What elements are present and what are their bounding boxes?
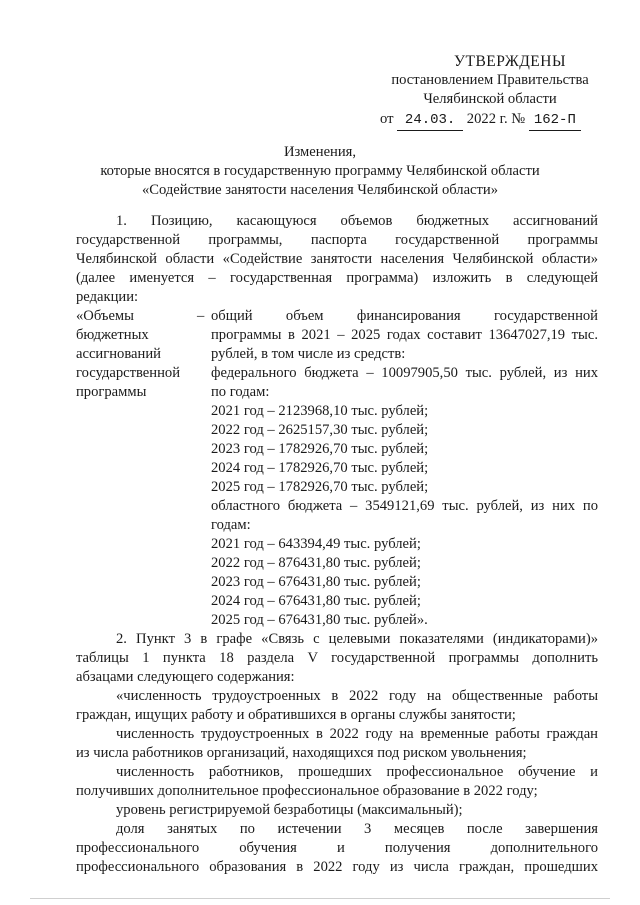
item2-line-2: таблицы 1 пункта 18 раздела V государственной программы дополнить [76,650,598,666]
approval-date-row [380,110,600,131]
approval-block [380,52,600,131]
regional-year-line: 2024 год – 676431,80 тыс. рублей; [211,593,421,609]
table-dash: – [197,308,205,324]
addition-line: доля занятых по истечении 3 месяцев после завершения [116,821,598,837]
regional-year-line: 2025 год – 676431,80 тыс. рублей». [211,612,428,628]
addition-line: из числа работников организаций, находящихся под риском увольнения; [76,745,527,761]
federal-year-line: 2023 год – 1782926,70 тыс. рублей; [211,441,429,457]
approval-number: 162-П [529,111,581,131]
table-right-column [211,307,598,630]
approval-line-1: постановлением Правительства [391,72,589,88]
approval-date: 24.03. [397,111,463,131]
table-right-line: программы в 2021 – 2025 годах составит 13647027,19 тыс. [211,327,598,343]
item1-line-2: государственной программы, паспорта государственной программы [76,232,598,248]
item2-line-3: абзацами следующего содержания: [76,669,295,685]
addition-line: профессионального обучения и получения дополнительного [76,840,598,856]
item1-line-5: редакции: [76,289,139,305]
addition-line: численность трудоустроенных в 2022 году на временные работы граждан [116,726,598,742]
approval-from-label: от [380,111,394,127]
table-right-line: областного бюджета – 3549121,69 тыс. рублей, из них по [211,498,598,514]
table-left-line: бюджетных [76,327,149,343]
table-left-line: программы [76,384,147,400]
table-left-column [76,307,196,402]
table-left-line: «Объемы [76,308,134,324]
item1-line-4: (далее именуется – государственная программа) изложить в следующей [76,270,598,286]
federal-year-line: 2025 год – 1782926,70 тыс. рублей; [211,479,429,495]
addition-line: профессионального образования в 2022 году из числа граждан, прошедших [76,859,598,875]
approval-heading: УТВЕРЖДЕНЫ [454,53,566,70]
item2-paragraph [76,630,598,877]
item1-line-1: 1. Позицию, касающуюся объемов бюджетных ассигнований [116,213,598,229]
addition-line: «численность трудоустроенных в 2022 году на общественные работы [116,688,598,704]
federal-year-line: 2022 год – 2625157,30 тыс. рублей; [211,422,429,438]
addition-line: уровень регистрируемой безработицы (максимальный); [116,802,463,818]
table-right-line: общий объем финансирования государственной [211,308,598,324]
approval-year-text: 2022 г. № [466,111,526,127]
table-right-line: рублей, в том числе из средств: [211,346,406,362]
item1-paragraph [76,212,598,307]
table-right-line: по годам: [211,384,270,400]
page-bottom-edge [30,898,610,899]
table-right-line: федерального бюджета – 10097905,50 тыс. рублей, из них [211,365,598,381]
regional-year-line: 2023 год – 676431,80 тыс. рублей; [211,574,421,590]
title-line-3: «Содействие занятости населения Челябинской области» [141,182,499,198]
table-left-line: ассигнований [76,346,161,362]
table-right-line: годам: [211,517,251,533]
regional-year-line: 2022 год – 876431,80 тыс. рублей; [211,555,421,571]
addition-line: граждан, ищущих работу и обратившихся в органы службы занятости; [76,707,516,723]
title-line-2: которые вносятся в государственную программу Челябинской области [100,163,540,179]
regional-year-line: 2021 год – 643394,49 тыс. рублей; [211,536,421,552]
federal-year-line: 2024 год – 1782926,70 тыс. рублей; [211,460,429,476]
addition-line: численность работников, прошедших профессиональное обучение и [116,764,598,780]
title-line-1: Изменения, [283,144,357,160]
item2-line-1: 2. Пункт 3 в графе «Связь с целевыми показателями (индикаторами)» [116,631,598,647]
document-title [60,143,580,200]
approval-line-2: Челябинской области [423,91,557,107]
item1-line-3: Челябинской области «Содействие занятости населения Челябинской области» [76,251,598,267]
addition-line: получивших дополнительное профессиональное образование в 2022 году; [76,783,538,799]
table-left-line: государственной [76,365,181,381]
federal-year-line: 2021 год – 2123968,10 тыс. рублей; [211,403,429,419]
